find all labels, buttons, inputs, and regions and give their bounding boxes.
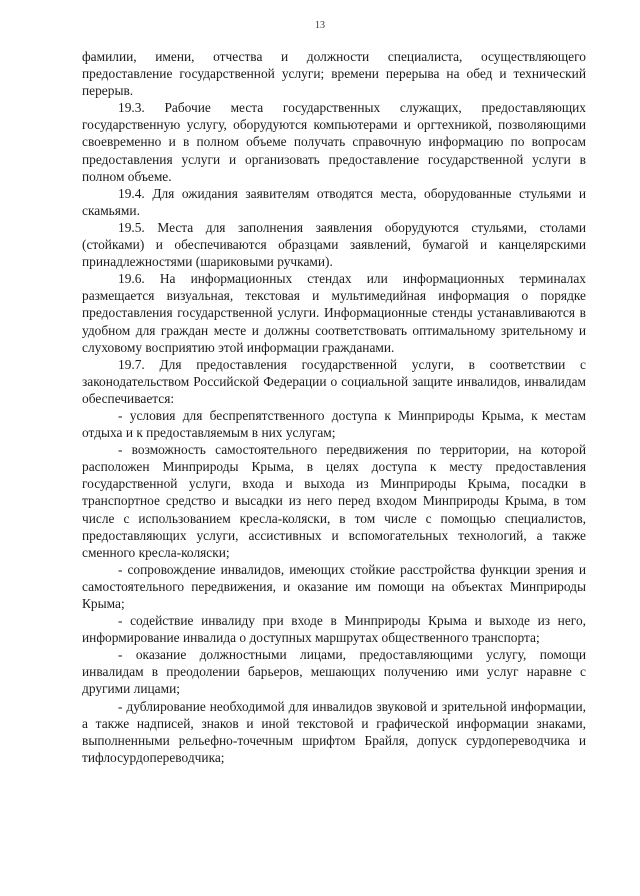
paragraph-continuation: фамилии, имени, отчества и должности специалиста, осуществляющего предоставление государственной услуги; времени перерыва на обед и технический перерыв. — [82, 49, 586, 99]
list-item-entry-assistance: - содействие инвалиду при входе в Минприроды Крыма и выходе из него, информирование инвалида о доступных маршрутах общественного транспорта; — [82, 613, 586, 646]
paragraph-19-6: 19.6. На информационных стендах или информационных терминалах размещается визуальная, текстовая и мультимедийная информация о порядке предоставления государственной услуги. Информационные стенды устанавливаются в удобном для граждан месте и должны соответствовать оптимальному зрительному и слуховому восприятию этой информации гражданами. — [82, 271, 586, 355]
list-item-independent-movement: - возможность самостоятельного передвижения по территории, на которой расположен Минприроды Крыма, в целях доступа к месту предоставления государственной услуги, входа и выхода из Минприроды Крыма, посадки в транспортное средство и высадки из него перед входом Минприроды Крыма, в том числе с использованием кресла-коляски, в том числе с помощью специалистов, предоставляющих услуги, ассистивных и вспомогательных технологий, а также сменного кресла-коляски; — [82, 442, 586, 560]
list-item-escort: - сопровождение инвалидов, имеющих стойкие расстройства функции зрения и самостоятельного передвижения, и оказание им помощи на объектах Минприроды Крыма; — [82, 561, 586, 611]
paragraph-19-3: 19.3. Рабочие места государственных служащих, предоставляющих государственную услугу, оборудуются компьютерами и оргтехникой, позволяющими своевременно и в полном объеме получать справочную информацию по вопросам предоставления услуги и организовать предоставление государственной услуги в полном объеме. — [82, 100, 586, 184]
list-item-information-duplication: - дублирование необходимой для инвалидов звуковой и зрительной информации, а также надписей, знаков и иной текстовой и графической информации знаками, выполненными рельефно-точечным шрифтом Брайля, допуск сурдопереводчика и тифлосурдопереводчика; — [82, 698, 586, 765]
document-body — [82, 48, 586, 766]
list-item-barrier-help: - оказание должностными лицами, предоставляющими услугу, помощи инвалидам в преодолении барьеров, мешающих получению ими услуг наравне с другими лицами; — [82, 647, 586, 697]
paragraph-19-7: 19.7. Для предоставления государственной услуги, в соответствии с законодательством Российской Федерации о социальной защите инвалидов, инвалидам обеспечивается: — [82, 356, 586, 406]
list-item-access-conditions: - условия для беспрепятственного доступа к Минприроды Крыма, к местам отдыха и к предоставляемым в них услугам; — [82, 407, 586, 441]
paragraph-19-5: 19.5. Места для заполнения заявления оборудуются стульями, столами (стойками) и обеспечиваются образцами заявлений, бумагой и канцелярскими принадлежностями (шариковыми ручками). — [82, 219, 586, 270]
page-number: 13 — [315, 20, 325, 31]
paragraph-19-4: 19.4. Для ожидания заявителям отводятся места, оборудованные стульями и скамьями. — [82, 185, 586, 218]
